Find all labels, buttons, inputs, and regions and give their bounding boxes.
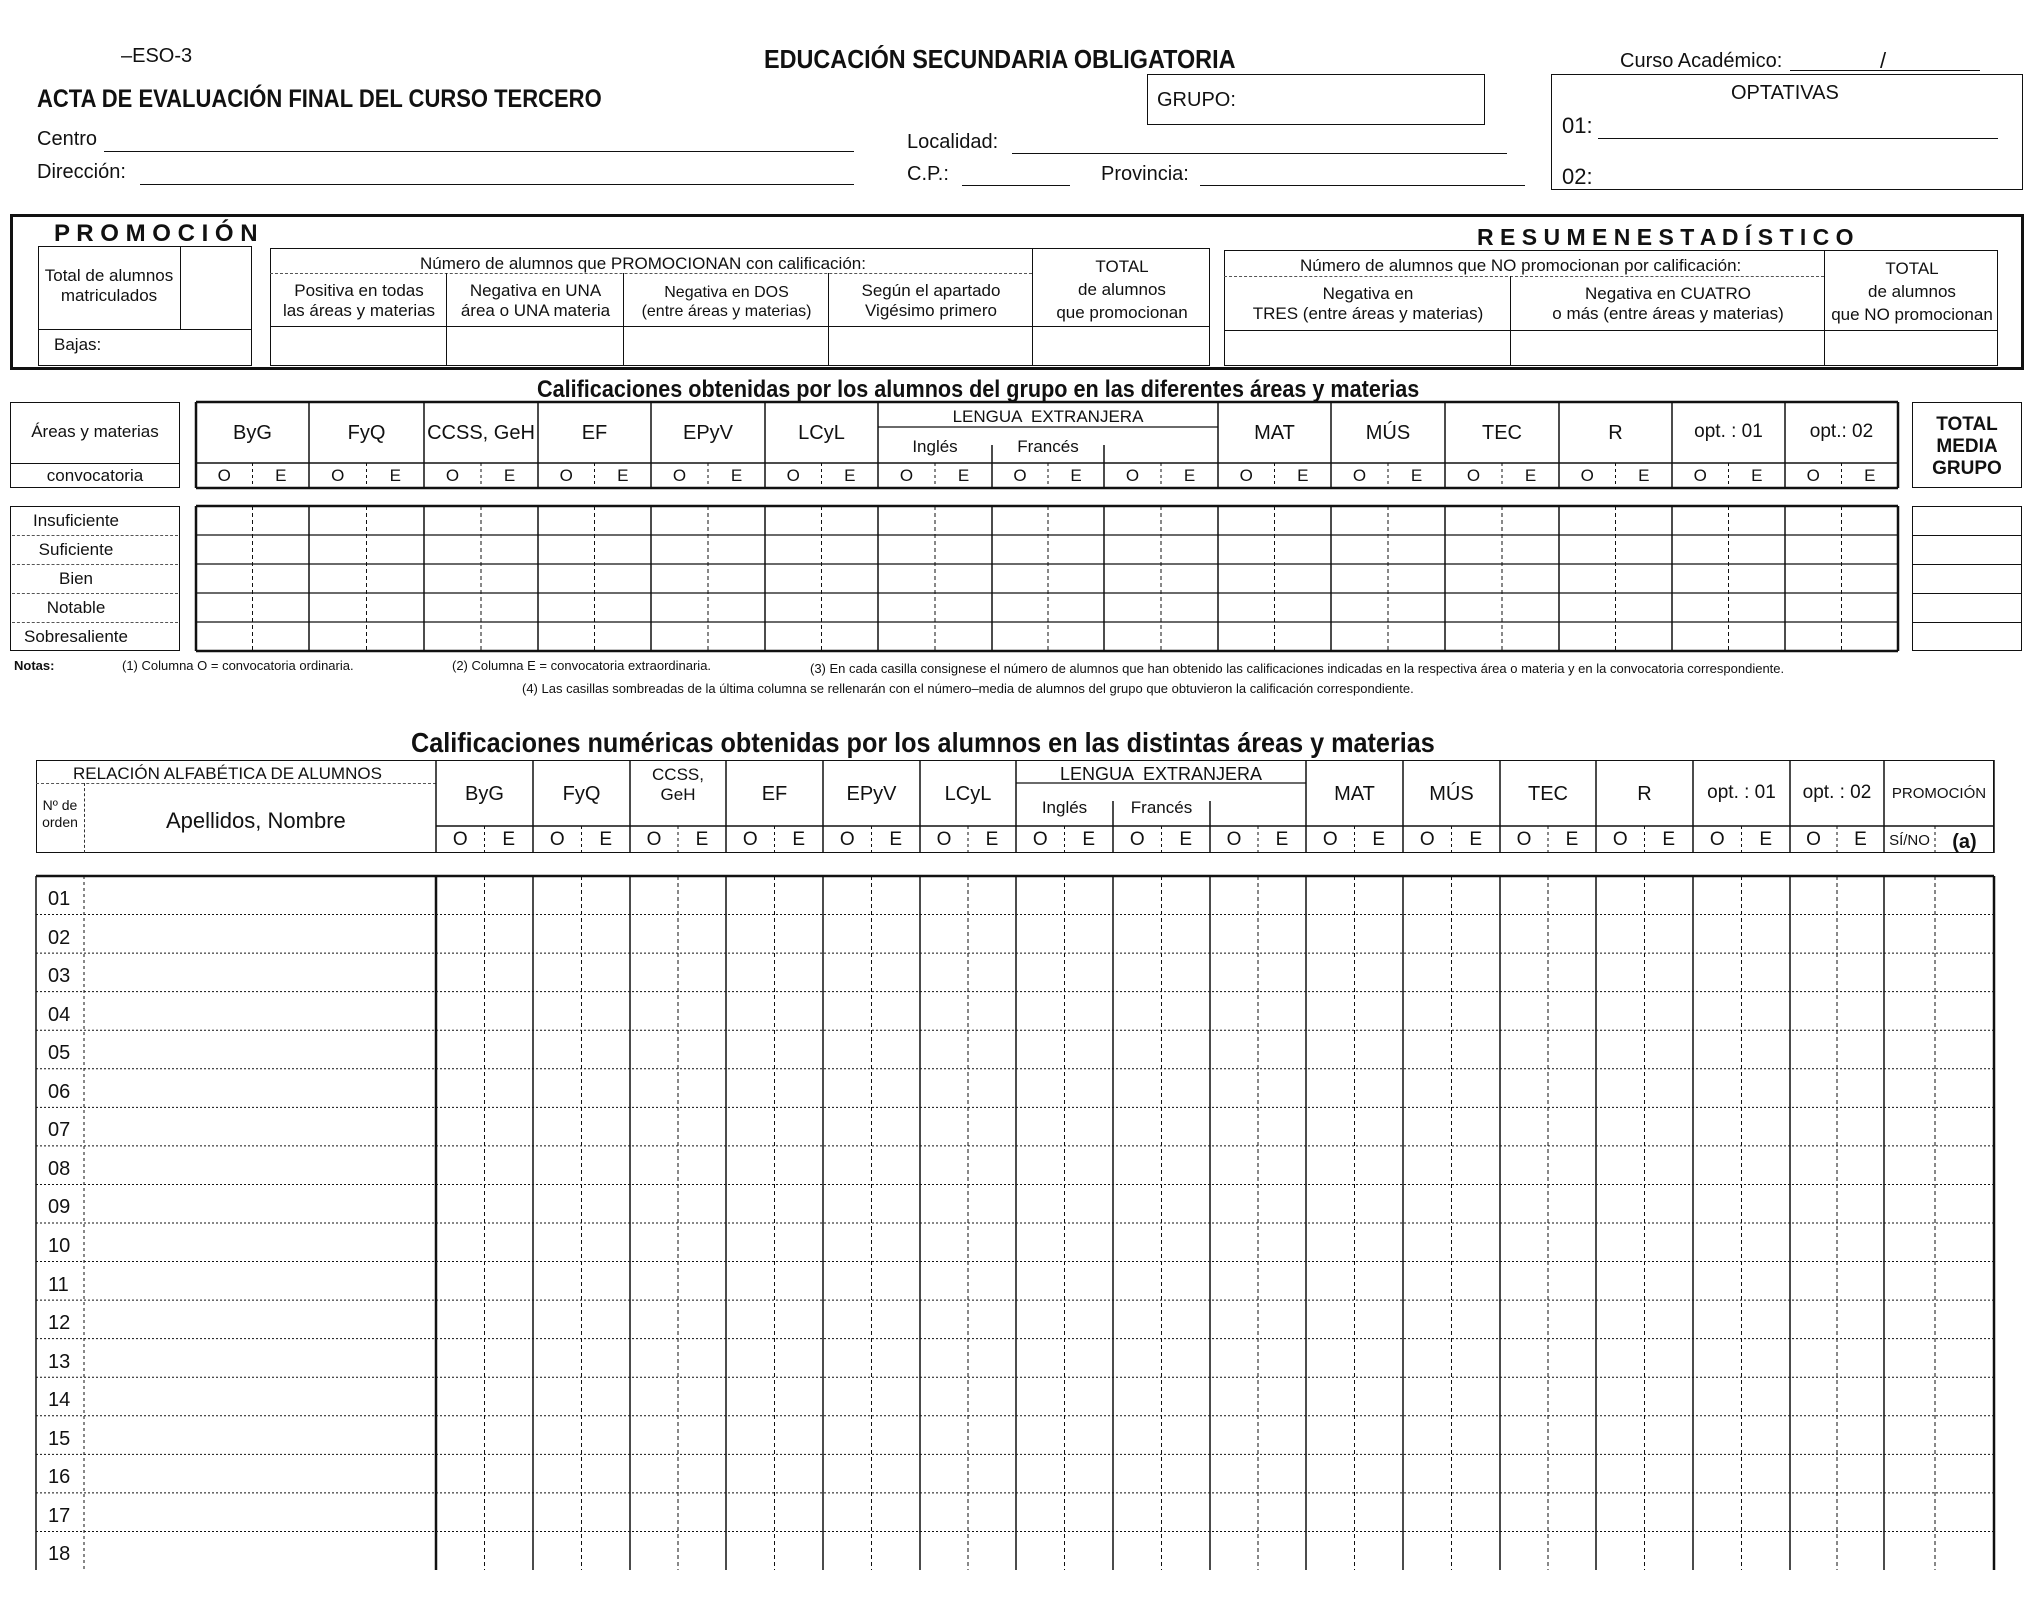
oe-o-label: O [742,829,758,850]
grade-row-label: Sobresaliente [24,627,128,646]
oe-e-label: E [1864,466,1876,485]
note-3: (3) En cada casilla consignese el número de alumnos que han obtenido las calificaciones indicadas en la respectiva área o materia y en la convocatoria correspondiente. [810,661,1785,676]
student-subject-13: opt. : 01 [1707,782,1776,803]
oe-o-label: O [217,466,231,485]
subject-12: R [1608,422,1623,444]
curso-label: Curso Académico: [1620,50,1783,72]
opt2-label: 02: [1562,164,1593,189]
resumen-title: R E S U M E N E S T A D Í S T I C O [1477,224,1854,250]
note-4: (4) Las casillas sombreadas de la última columna se rellenarán con el número–media de alumnos del grupo que obtuvieron la calificación correspondiente. [522,681,1414,696]
student-subject-0: ByG [465,783,504,805]
prom-col-4: Según el apartado Vigésimo primero [861,281,1001,321]
student-subject-11: TEC [1528,783,1568,805]
subject-2: CCSS, GeH [427,422,535,444]
subject-3: EF [581,422,608,444]
total-media-label: TOTAL MEDIA GRUPO [1932,414,2002,479]
student-row-number: 09 [48,1196,71,1219]
oe-e-label: E [985,829,999,850]
oe-o-label: O [646,829,662,850]
student-subject-2: CCSS, GeH [652,765,704,805]
student-subject-3: EF [761,783,788,805]
student-subject-1: FyQ [562,783,601,805]
subject-9: MAT [1254,422,1295,444]
student-row-number: 10 [48,1235,71,1257]
a-label: (a) [1952,831,1977,853]
prom-col-2: Negativa en UNA área o UNA materia [460,281,611,321]
oe-e-label: E [730,466,743,485]
oe-o-label: O [672,466,687,485]
oe-o-label: O [1239,466,1253,485]
areas-label: Áreas y materias [31,422,159,441]
oe-e-label: E [1662,829,1676,850]
note-2: (2) Columna E = convocatoria extraordinaria. [452,658,712,673]
oe-o-label: O [1013,466,1027,485]
oe-o-label: O [549,829,565,850]
nopr-col-2: Negativa en CUATRO o más (entre áreas y materias) [1552,284,1784,324]
oe-e-label: E [1565,829,1579,850]
oe-e-label: E [1070,466,1082,485]
student-row-number: 07 [48,1119,71,1142]
oe-o-label: O [1580,466,1594,485]
student-row-number: 15 [48,1427,71,1450]
student-row-number: 11 [48,1273,69,1296]
subject-14: opt.: 02 [1809,421,1874,442]
opt1-label: 01: [1562,113,1593,138]
promocionan-header: Número de alumnos que PROMOCIONAN con calificación: [420,254,866,273]
oe-e-label: E [1082,829,1096,850]
oe-o-label: O [936,829,952,850]
oe-o-label: O [1032,829,1048,850]
student-row-number: 17 [48,1504,71,1527]
oe-o-label: O [839,829,855,850]
oe-o-label: O [1466,466,1481,485]
oe-o-label: O [445,466,460,485]
matriculados-label: Total de alumnos matriculados [44,266,174,306]
oe-e-label: E [792,829,806,850]
oe-o-label: O [1612,829,1628,850]
oe-o-label: O [1226,829,1242,850]
convocatoria-label: convocatoria [46,466,144,485]
oe-e-label: E [1297,466,1309,485]
frances-label: Francés [1130,798,1193,817]
student-row-number: 18 [48,1543,71,1566]
oe-e-label: E [1759,829,1773,850]
oe-e-label: E [695,829,709,850]
frances-label: Francés [1017,437,1079,456]
oe-e-label: E [502,829,516,850]
oe-e-label: E [1183,466,1196,485]
oe-e-label: E [889,829,903,850]
oe-e-label: E [1524,466,1537,485]
oe-e-label: E [1410,466,1423,485]
grade-row-label: Insuficiente [33,511,119,530]
total-promocionan: TOTAL de alumnos que promocionan [1056,257,1188,322]
oe-o-label: O [1709,829,1725,850]
student-subject-14: opt. : 02 [1802,782,1872,803]
student-subject-5: LCyL [944,783,992,805]
student-subject-10: MÚS [1429,783,1474,805]
student-row-number: 14 [48,1389,71,1412]
optativas-label: OPTATIVAS [1731,82,1839,104]
subject-13: opt. : 01 [1694,421,1763,442]
subject-0: ByG [233,422,272,444]
oe-e-label: E [1751,466,1763,485]
subject-10: MÚS [1365,422,1411,444]
provincia-label: Provincia: [1101,163,1189,185]
oe-e-label: E [1469,829,1483,850]
student-subject-12: R [1637,783,1652,805]
oe-o-label: O [1806,829,1821,850]
localidad-label: Localidad: [907,131,999,153]
oe-o-label: O [559,466,573,485]
student-subject-4: EPyV [846,783,897,805]
cp-label: C.P.: [907,163,949,185]
lengua-extranjera-label: LENGUA EXTRANJERA [952,407,1144,426]
promocion-title: P R O M O C I Ó N [54,220,258,247]
oe-e-label: E [503,466,516,485]
oe-e-label: E [844,466,856,485]
grade-row-label: Notable [46,598,106,617]
oe-e-label: E [1638,466,1650,485]
notes-label: Notas: [14,658,55,673]
oe-e-label: E [389,466,401,485]
grade-row-label: Suficiente [38,540,114,559]
oe-o-label: O [1352,466,1367,485]
subject-1: FyQ [347,422,386,444]
student-row-number: 12 [48,1312,71,1335]
centro-label: Centro [37,128,98,150]
lengua-extranjera-label: LENGUA EXTRANJERA [1059,764,1263,784]
nopr-col-1: Negativa en TRES (entre áreas y materias) [1252,284,1484,324]
note-1: (1) Columna O = convocatoria ordinaria. [122,658,354,673]
oe-o-label: O [1516,829,1532,850]
no-promocionan-header: Número de alumnos que NO promocionan por calificación: [1300,256,1742,275]
student-row-number: 03 [48,965,71,988]
oe-e-label: E [1275,829,1289,850]
student-row-number: 01 [48,888,71,910]
student-row-number: 08 [48,1157,71,1180]
oe-e-label: E [617,466,629,485]
total-no-promocionan: TOTAL de alumnos que NO promocionan [1831,259,1993,324]
oe-o-label: O [1693,466,1707,485]
student-row-number: 16 [48,1466,71,1489]
oe-o-label: O [786,466,800,485]
oe-o-label: O [452,829,468,850]
ingles-label: Inglés [912,437,958,456]
oe-o-label: O [331,466,345,485]
direccion-label: Dirección: [37,161,126,183]
oe-o-label: O [1125,466,1140,485]
oe-o-label: O [1129,829,1145,850]
grade-row-label: Bien [58,569,94,588]
students-title: Calificaciones numéricas obtenidas por los alumnos en las distintas áreas y materias [411,727,1435,758]
curso-sep: / [1880,48,1887,73]
oe-o-label: O [1806,466,1820,485]
apellidos-label: Apellidos, Nombre [166,808,346,833]
bajas-label: Bajas: [54,335,102,354]
student-row-number: 06 [48,1080,71,1103]
grupo-label: GRUPO: [1157,89,1236,111]
oe-o-label: O [1419,829,1435,850]
prom-col-3: Negativa en DOS (entre áreas y materias) [641,284,812,321]
student-row-number: 02 [48,926,71,949]
prom-col-1: Positiva en todas las áreas y materias [282,281,436,321]
oe-e-label: E [599,829,613,850]
subject-4: EPyV [682,422,734,444]
student-subject-9: MAT [1334,783,1375,805]
grades-title: Calificaciones obtenidas por los alumnos del grupo en las diferentes áreas y materias [537,376,1420,403]
oe-e-label: E [1372,829,1386,850]
student-row-number: 05 [48,1042,71,1065]
oe-o-label: O [1322,829,1338,850]
sino-label: SÍ/NO [1889,832,1930,849]
subject-11: TEC [1482,422,1522,444]
form-code: –ESO-3 [121,45,193,67]
oe-e-label: E [1179,829,1193,850]
oe-o-label: O [899,466,914,485]
relacion-label: RELACIÓN ALFABÉTICA DE ALUMNOS [73,764,382,783]
main-title: EDUCACIÓN SECUNDARIA OBLIGATORIA [764,44,1236,74]
student-row-number: 04 [48,1003,71,1026]
subtitle: ACTA DE EVALUACIÓN FINAL DEL CURSO TERCERO [37,85,602,113]
oe-e-label: E [1854,829,1867,850]
promocion-label: PROMOCIÓN [1891,785,1987,802]
oe-e-label: E [275,466,287,485]
ingles-label: Inglés [1041,798,1088,817]
subject-5: LCyL [798,422,845,444]
student-row-number: 13 [48,1350,71,1373]
num-orden-label: Nº de orden [42,797,78,830]
oe-e-label: E [957,466,970,485]
